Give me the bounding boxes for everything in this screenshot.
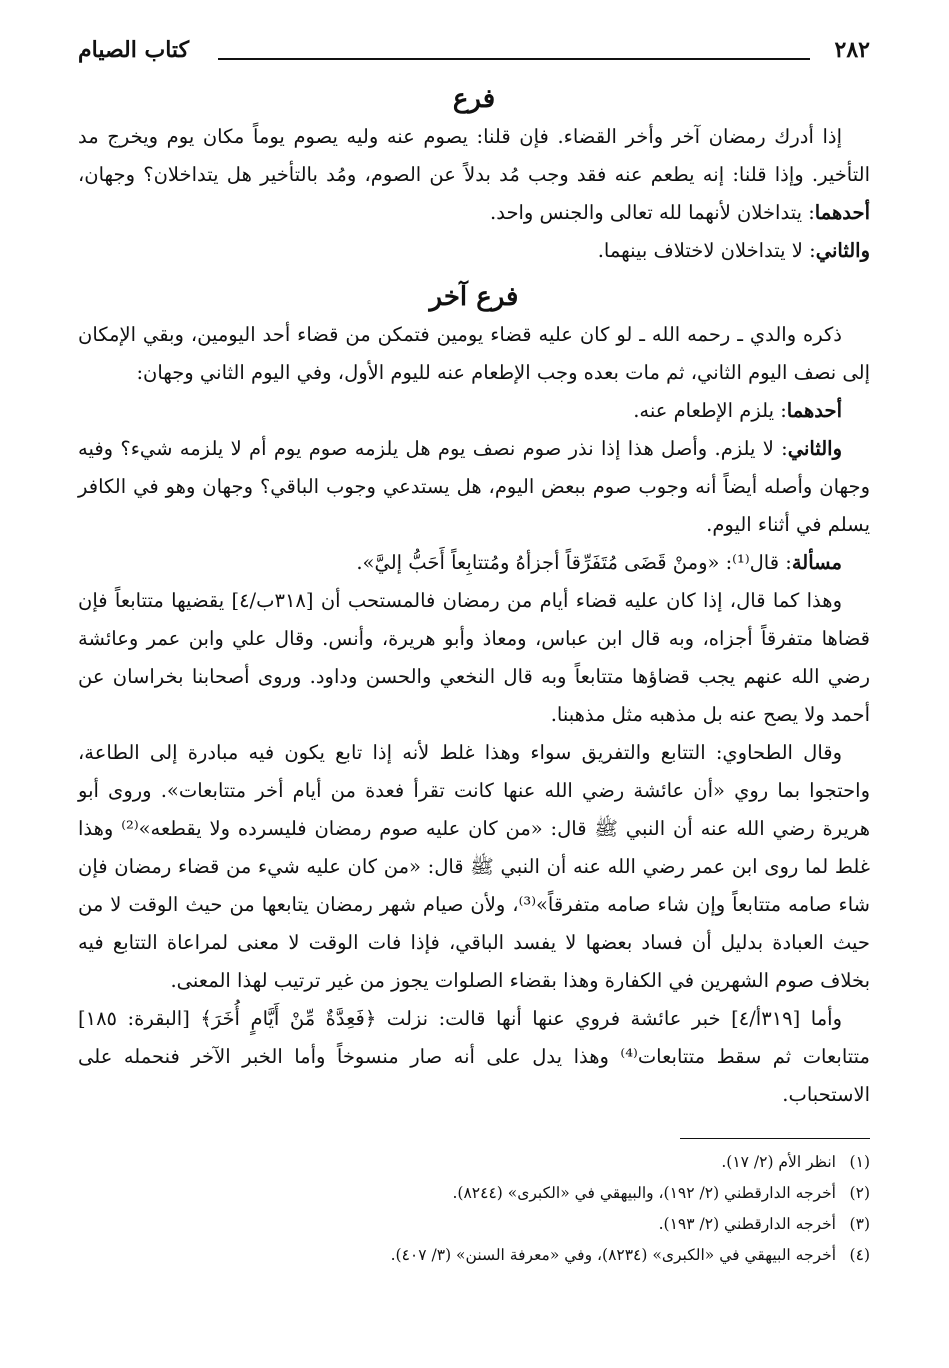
page-header bbox=[78, 28, 870, 72]
page-number: ٢٨٢ bbox=[834, 37, 870, 63]
footnote: (٤)أخرجه البيهقي في «الكبرى» (٨٢٣٤)، وفي «معرفة السنن» (٣/ ٤٠٧). bbox=[390, 1246, 870, 1264]
paragraph: وهذا كما قال، إذا كان عليه قضاء أيام من رمضان فالمستحب أن [٣١٨ب/٤] يقضيها متتابعاً فإن قضاها متفرقاً أجزاه، وبه قال ابن عباس، ومعاذ وأبو هريرة، وأنس. وقال علي وابن عمر وعائشة رضي الله عنهم يجب قضاؤها متتابعاً وبه قال النخعي والحسن وداود. وروى أصحابنا بخراسان عن أحمد ولا يصح عنه بل مذهبه مثل مذهبنا. bbox=[78, 589, 870, 726]
section-title-far: فرع bbox=[452, 84, 496, 114]
paragraph: أحدهما: يلزم الإطعام عنه. bbox=[633, 399, 842, 422]
footnote: (١)انظر الأم (٢/ ١٧). bbox=[721, 1153, 870, 1171]
paragraph: وقال الطحاوي: التتابع والتفريق سواء وهذا غلط لأنه إذا تابع يكون فيه مبادرة إلى الطاعة، واحتجوا بما روي «أن عائشة رضي الله عنها كانت تقرأ فعدة من أيام أخر متتابعات». وروى أبو هريرة رضي الله عنه أن النبي ﷺ قال: «من كان عليه صوم رمضان فليسرده ولا يقطعه»⁽²⁾ وهذا غلط لما روى ابن عمر رضي الله عنه أن النبي ﷺ قال: «من كان عليه شيء من قضاء رمضان فإن شاء صامه متتابعاً وإن شاء صامه متفرقاً»⁽³⁾، ولأن صيام شهر رمضان يتابعها من حيث الوقت لا من حيث العبادة بدليل أن فساد بعضها لا يفسد الباقي، فإذا فات الوقت لا معنى لمراعاة التتابع فيه بخلاف صوم الشهرين في الكفارة وهذا بقضاء الصلوات يجوز من غير ترتيب لهذا المعنى. bbox=[78, 741, 870, 992]
paragraph: إذا أدرك رمضان آخر وأخر القضاء. فإن قلنا: يصوم عنه وليه يصوم يوماً مكان يوم ويخرج مد التأخير. وإذا قلنا: إنه يطعم عنه فقد وجب مُد بدلاً عن الصوم، ومُد بالتأخير هل يتداخلان؟ وجهان، أحدهما: يتداخلان لأنهما لله تعالى والجنس واحد. bbox=[78, 125, 870, 224]
footnote: (٢)أخرجه الدارقطني (٢/ ١٩٢)، والبيهقي في «الكبرى» (٨٢٤٤). bbox=[452, 1184, 870, 1202]
paragraph: وأما [٣١٩أ/٤] خبر عائشة فروي عنها أنها قالت: نزلت ﴿فَعِدَّةٌ مِّنْ أَيَّامٍ أُخَرَ﴾ [البقرة: ١٨٥] متتابعات ثم سقط متتابعات⁽⁴⁾ وهذا يدل على أنه صار منسوخاً وأما الخبر الآخر فنحمله على الاستحباب. bbox=[78, 1007, 870, 1106]
book-page bbox=[78, 28, 870, 1271]
section-title-far-akhar: فرع آخر bbox=[429, 282, 519, 312]
footnotes bbox=[78, 1147, 870, 1271]
paragraph: والثاني: لا يتداخلان لاختلاف بينهما. bbox=[597, 239, 870, 262]
paragraph: والثاني: لا يلزم. وأصل هذا إذا نذر صوم نصف يوم هل يلزمه صوم يوم أم لا يلزمه شيء؟ وفيه وجهان وأصله أيضاً أنه وجوب صوم ببعض اليوم، هل يستدعي وجوب الباقي؟ وجهان وهو في الكافر يسلم في أثناء اليوم. bbox=[78, 437, 870, 536]
book-title: كتاب الصيام bbox=[78, 37, 190, 63]
header-rule bbox=[218, 58, 810, 60]
masala-heading: مسألة: قال⁽¹⁾: «ومنْ قَضَى مُتَفَرِّقاً أجزأهُ ومُتتابِعاً أَحَبُّ إليَّ». bbox=[356, 551, 842, 574]
footnote: (٣)أخرجه الدارقطني (٢/ ١٩٣). bbox=[658, 1215, 870, 1233]
footnote-rule bbox=[680, 1138, 870, 1139]
paragraph: ذكره والدي ـ رحمه الله ـ لو كان عليه قضاء يومين فتمكن من قضاء أحد اليومين، وبقي الإمكان إلى نصف اليوم الثاني، ثم مات بعده وجب الإطعام عنه لليوم الأول، وفي اليوم الثاني وجهان: bbox=[78, 323, 870, 384]
